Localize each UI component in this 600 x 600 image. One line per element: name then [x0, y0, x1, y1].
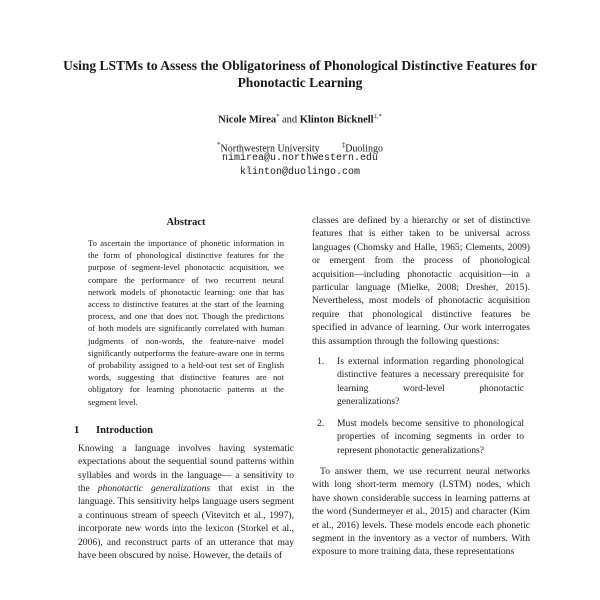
- author-affiliation-mark: *: [276, 113, 280, 120]
- right-column: [312, 214, 530, 559]
- section-title: Introduction: [96, 424, 153, 436]
- introduction-paragraph: [78, 442, 294, 563]
- list-item: [312, 355, 530, 409]
- affiliation-name: Northwestern University: [220, 143, 320, 155]
- paragraph-text: that exist in the language. This sensitivity helps language users segment a continuous stream of speech (Vitevitch et al., 1997), incorporate new words into the lexicon (Storkel et al., 2006), and reconstruct parts of an utterance that may have been obscured by noise. However, the details of: [78, 483, 294, 562]
- emphasized-term: phonotactic generalizations: [97, 483, 211, 495]
- list-marker: 2.: [317, 417, 325, 429]
- affiliation-mark: ‡: [341, 141, 346, 149]
- abstract-heading: Abstract: [166, 217, 206, 228]
- list-item: [312, 417, 530, 457]
- author-name: Nicole Mirea: [218, 114, 277, 126]
- author-line: [0, 110, 600, 128]
- list-marker: 1.: [317, 356, 325, 368]
- paper-title: Using LSTMs to Assess the Obligatoriness of Phonological Distinctive Features for Phonotactic Learning: [63, 58, 537, 90]
- email-address[interactable]: klinton@duolingo.com: [239, 166, 361, 178]
- affiliation-mark: *: [217, 141, 221, 149]
- list-item-text: Must models become sensitive to phonological properties of incoming segments in order to represent phonotactic generalizations?: [337, 417, 524, 456]
- section-heading-introduction: [74, 424, 294, 438]
- section-number: 1: [74, 424, 80, 436]
- body-paragraph: To answer them, we use recurrent neural networks with long short-term memory (LSTM) nodes, which have shown considerable success in learning patterns at the word (Sundermeyer et al., 2015) and character (Kim et al., 2016) levels. These models encode each phonetic segment in the inventory as a vector of numbers. With exposure to more training data, these representations: [312, 465, 530, 558]
- affiliation-name: Duolingo: [345, 143, 383, 155]
- abstract-text: To ascertain the importance of phonetic information in the form of phonological distinctive features for the purpose of segment-level phonotactic acquisition, we compare the performance of two recurrent neural network models of phonotactic learning: one that has access to distinctive features at the start of the learning process, and one that does not. Though the predictions of both models are significantly correlated with human judgments of non-words, the feature-naive model significantly outperforms the feature-aware one in terms of probability assigned to a held-out test set of English words, suggesting that distinctive features are not obligatory for learning phonotactic patterns at the segment level.: [88, 238, 284, 407]
- question-list: [312, 355, 530, 457]
- left-column: [74, 214, 294, 563]
- author-connector: and: [279, 114, 300, 126]
- author-affiliation-mark: ‡,*: [373, 113, 382, 120]
- email-address[interactable]: nimirea@u.northwestern.edu: [221, 153, 379, 164]
- email-list: [0, 152, 600, 179]
- body-paragraph: classes are defined by a hierarchy or set of distinctive features that is either taken to be universal across languages (Chomsky and Halle, 1965; Clements, 2009) or emergent from the process of phonological acquisition—including phonotactic acquisition—in a particular language (Mielke, 2008; Dresher, 2015). Nevertheless, most models of phonotactic acquisition require that phonological distinctive features be specified in advance of learning. Our work interrogates this assumption through the following questions:: [312, 215, 530, 347]
- author-name: Klinton Bicknell: [299, 114, 374, 126]
- paragraph-text: Knowing a language involves having systematic expectations about the sequential sound patterns within syllables and words in the language— a sensitivity to the: [78, 442, 294, 495]
- list-item-text: Is external information regarding phonological distinctive features a necessary prerequisite for learning word-level phonotactic generalizations?: [337, 356, 524, 408]
